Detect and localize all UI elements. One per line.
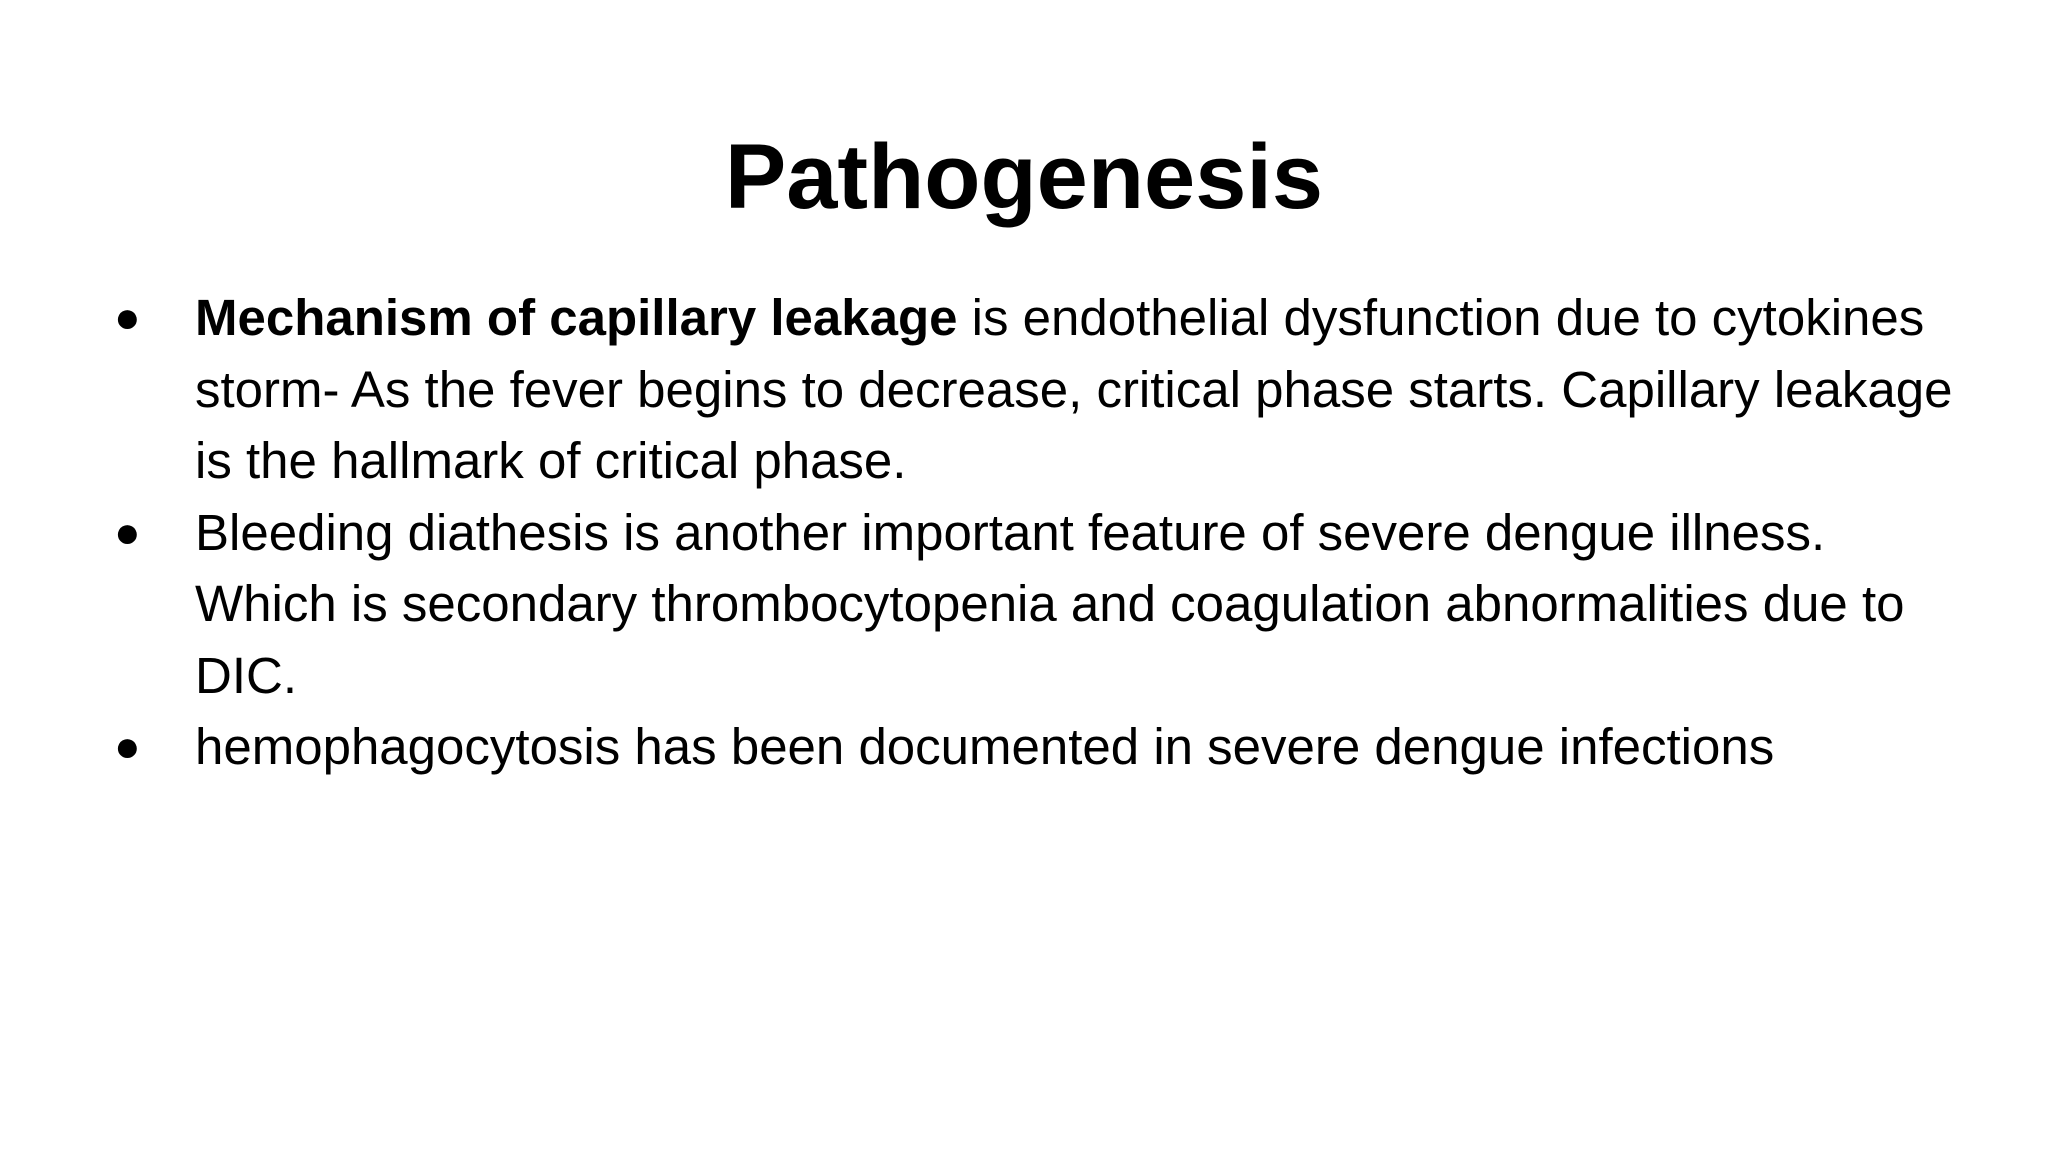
bullet-dot-icon: ● [114, 293, 141, 342]
bullet-item-hemophagocytosis [0, 711, 2048, 783]
slide-title: Pathogenesis [724, 126, 1324, 228]
bullet-item-bleeding-diathesis [0, 497, 2048, 712]
bullet-dot-icon: ● [114, 507, 141, 557]
bullet-text: hemophagocytosis has been documented in severe dengue infections [195, 718, 1775, 775]
bullet-bold-text: Mechanism of capillary leakage [195, 289, 958, 346]
bullet-text: Bleeding diathesis is another important feature of severe dengue illness. Which is secondary thrombocytopenia and coagulation abnormalities due to DIC. [195, 503, 1905, 704]
bullet-text: is endothelial dysfunction due to cytokines storm- As the fever begins to decrease, critical phase starts. Capillary leakage is the hallmark of critical phase. [195, 289, 1953, 489]
bullet-item-capillary-leakage [0, 282, 2048, 497]
bullet-dot-icon: ● [114, 722, 141, 771]
bullet-list [0, 282, 2048, 783]
